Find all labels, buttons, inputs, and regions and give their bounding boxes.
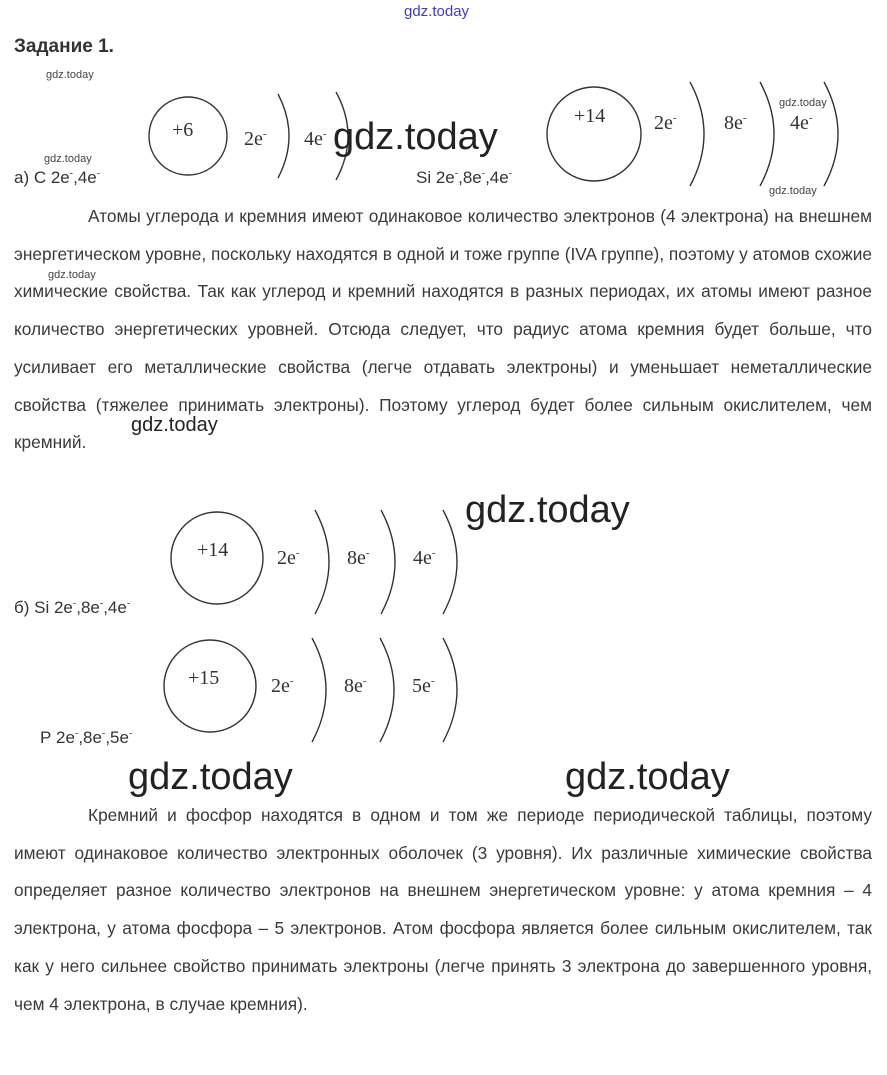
carbon-atom-diagram — [140, 90, 360, 182]
paragraph-2: Кремний и фосфор находятся в одном и том же периоде периодической таблицы, поэтому имеют одинаковое количество электронных оболочек (3 уровня). Их различные химические свойства определяет разное количество электронов на внешнем энергетическом уровне: у атома кремния – 4 электрона, у атома фосфора – 5 электронов. Атом фосфора является более сильным окислителем, так как у него сильнее свойство принимать электроны (легче принять 3 электрона до завершенного уровня, чем 4 электрона, в случае кремния). — [14, 805, 872, 1014]
watermark-big: gdz.today — [128, 756, 293, 798]
shell-arc — [380, 638, 394, 742]
nucleus-charge: +6 — [172, 119, 194, 141]
watermark-small: gdz.today — [48, 269, 96, 281]
watermark-small: gdz.today — [779, 97, 827, 109]
watermark-medium: gdz.today — [131, 414, 218, 436]
paragraph-1: Атомы углерода и кремния имеют одинаковое количество электронов (4 электрона) на внешнем энергетическом уровне, поскольку находятся в одной и тоже группе (IVA группе), поэтому у атомов схожие химические свойства. Так как углерод и кремний находятся в разных периодах, их атомы имеют разное количество энергетических уровней. Отсюда следует, что радиус атома кремния будет больше, что усиливает его металлические свойства (легче отдавать электроны) и уменьшает неметаллические свойства (тяжелее принимать электроны). Поэтому углерод будет более сильным окислителем, чем кремний. — [14, 206, 872, 453]
watermark-small: gdz.today — [44, 153, 92, 165]
shell-label: 2e- — [277, 547, 300, 569]
shell-label: 8e- — [724, 112, 747, 134]
silicon-atom-diagram-b — [165, 508, 475, 620]
watermark-small: gdz.today — [46, 69, 94, 81]
shell-label: 2e- — [654, 112, 677, 134]
shell-arc — [381, 510, 395, 614]
shell-label: 2e- — [271, 675, 294, 697]
watermark-big: gdz.today — [465, 489, 630, 531]
shell-arc — [443, 638, 457, 742]
nucleus-charge: +14 — [574, 105, 606, 127]
shell-arc — [315, 510, 329, 614]
shell-label: 4e- — [304, 128, 327, 150]
shell-label: 8e- — [344, 675, 367, 697]
shell-arc — [278, 94, 289, 178]
shell-arc — [443, 510, 457, 614]
shell-label: 4e- — [790, 112, 813, 134]
silicon-atom-diagram — [540, 80, 860, 192]
nucleus-circle — [547, 87, 641, 181]
shell-arc — [760, 82, 774, 186]
shell-label: 5e- — [412, 675, 435, 697]
silicon-config-label: Si 2е-,8е-,4е- — [416, 168, 513, 187]
phosphorus-config-label: Р 2е-,8е-,5е- — [40, 728, 133, 747]
shell-arc — [690, 82, 704, 186]
watermark-big: gdz.today — [333, 116, 498, 158]
phosphorus-atom-diagram — [160, 636, 475, 746]
shell-label: 4e- — [413, 547, 436, 569]
watermark-top: gdz.today — [404, 3, 470, 20]
task-title: Задание 1. — [14, 36, 114, 57]
silicon-config-label-b: б) Si 2е-,8е-,4е- — [14, 598, 131, 617]
carbon-config-label: а) С 2е-,4е- — [14, 168, 101, 187]
nucleus-charge: +15 — [188, 667, 220, 689]
shell-label: 8e- — [347, 547, 370, 569]
shell-arc — [312, 638, 326, 742]
watermark-big: gdz.today — [565, 756, 730, 798]
shell-arc — [824, 82, 838, 186]
nucleus-charge: +14 — [197, 539, 229, 561]
watermark-small: gdz.today — [769, 185, 817, 197]
shell-label: 2e- — [244, 128, 267, 150]
